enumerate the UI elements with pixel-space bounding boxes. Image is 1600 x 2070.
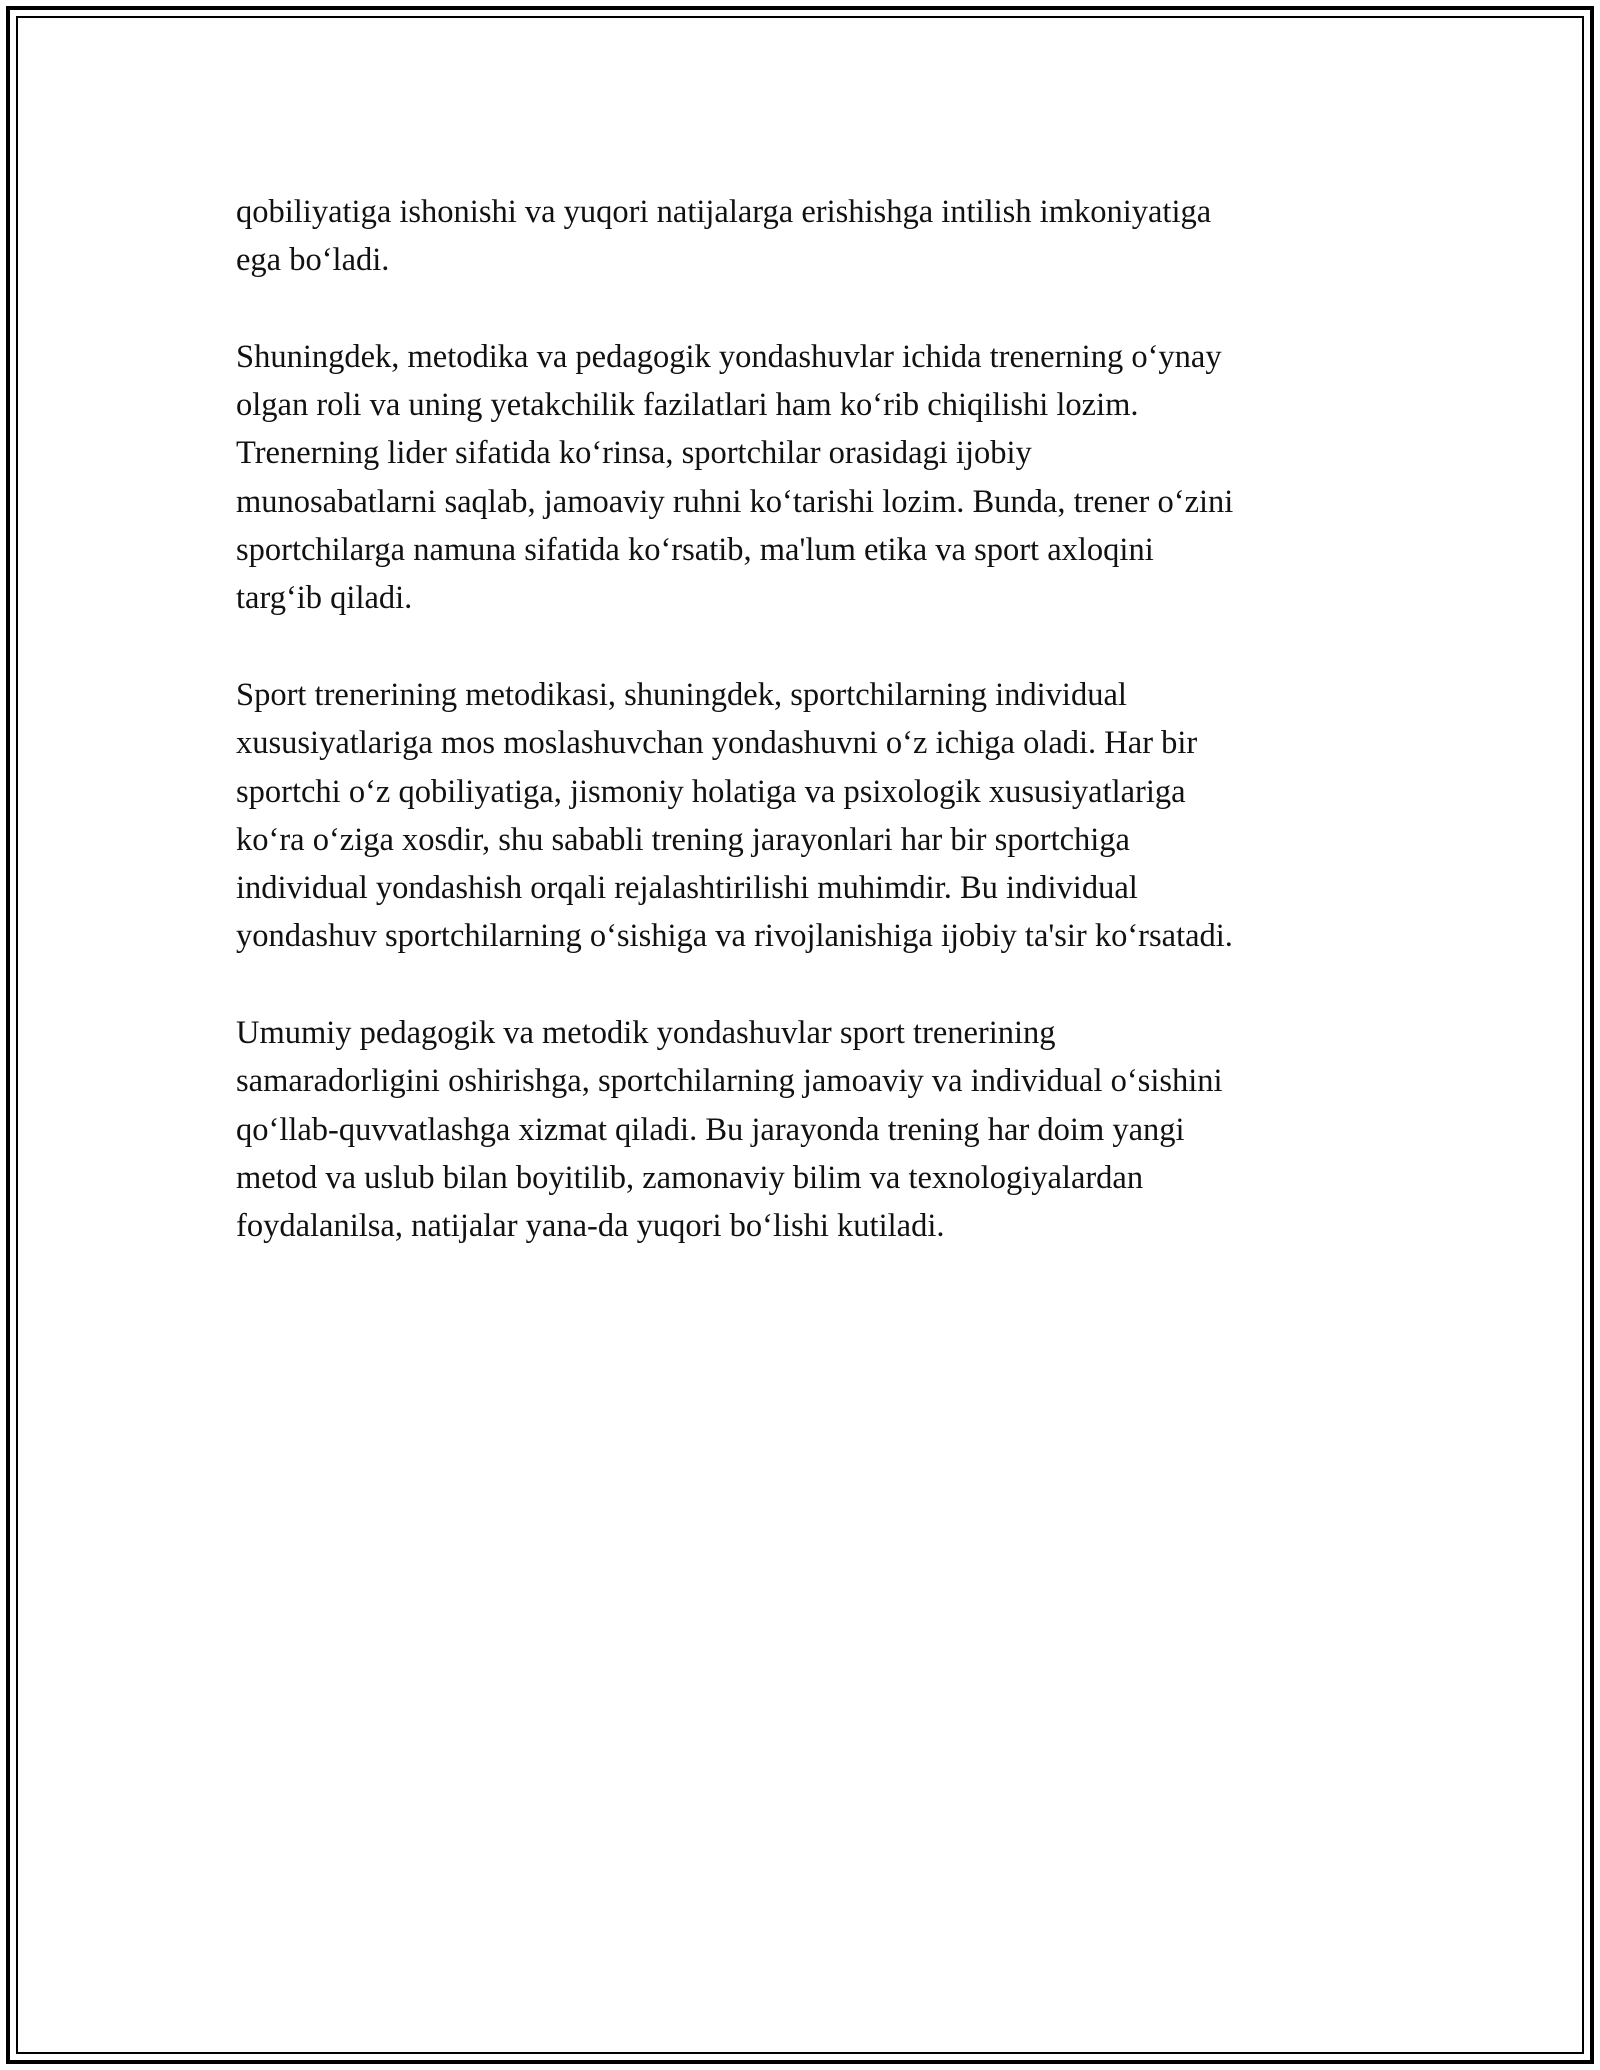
- paragraph-2: Shuningdek, metodika va pedagogik yondashuvlar ichida trenerning o‘ynay olgan roli va uning yetakchilik fazilatlari ham ko‘rib chiqilishi lozim. Trenerning lider sifatida ko‘rinsa, sportchilar orasidagi ijobiy munosabatlarni saqlab, jamoaviy ruhni ko‘tarishi lozim. Bunda, trener o‘zini sportchilarga namuna sifatida ko‘rsatib, ma'lum etika va sport axloqini targ‘ib qiladi.: [236, 338, 1234, 617]
- paragraph-4: Umumiy pedagogik va metodik yondashuvlar sport trenerining samaradorligini oshirishga, sportchilarning jamoaviy va individual o‘sishini qo‘llab-quvvatlashga xizmat qiladi. Bu jarayonda trening har doim yangi metod va uslub bilan boyitilib, zamonaviy bilim va texnologiyalardan foydalanilsa, natijalar yana-da yuqori bo‘lishi kutiladi.: [236, 1015, 1223, 1245]
- paragraph-3: Sport trenerining metodikasi, shuningdek, sportchilarning individual xususiyatlariga mos moslashuvchan yondashuvni o‘z ichiga oladi. Har bir sportchi o‘z qobiliyatiga, jismoniy holatiga va psixologik xususiyatlariga ko‘ra o‘ziga xosdir, shu sababli trening jarayonlari har bir sportchiga individual yondashish orqali rejalashtirilishi muhimdir. Bu individual yondashuv sportchilarning o‘sishiga va rivojlanishiga ijobiy ta'sir ko‘rsatadi.: [236, 676, 1233, 955]
- document-body: [236, 188, 1386, 1299]
- paragraph-1: qobiliyatiga ishonishi va yuqori natijalarga erishishga intilish imkoniyatiga ega bo‘ladi.: [236, 194, 1212, 279]
